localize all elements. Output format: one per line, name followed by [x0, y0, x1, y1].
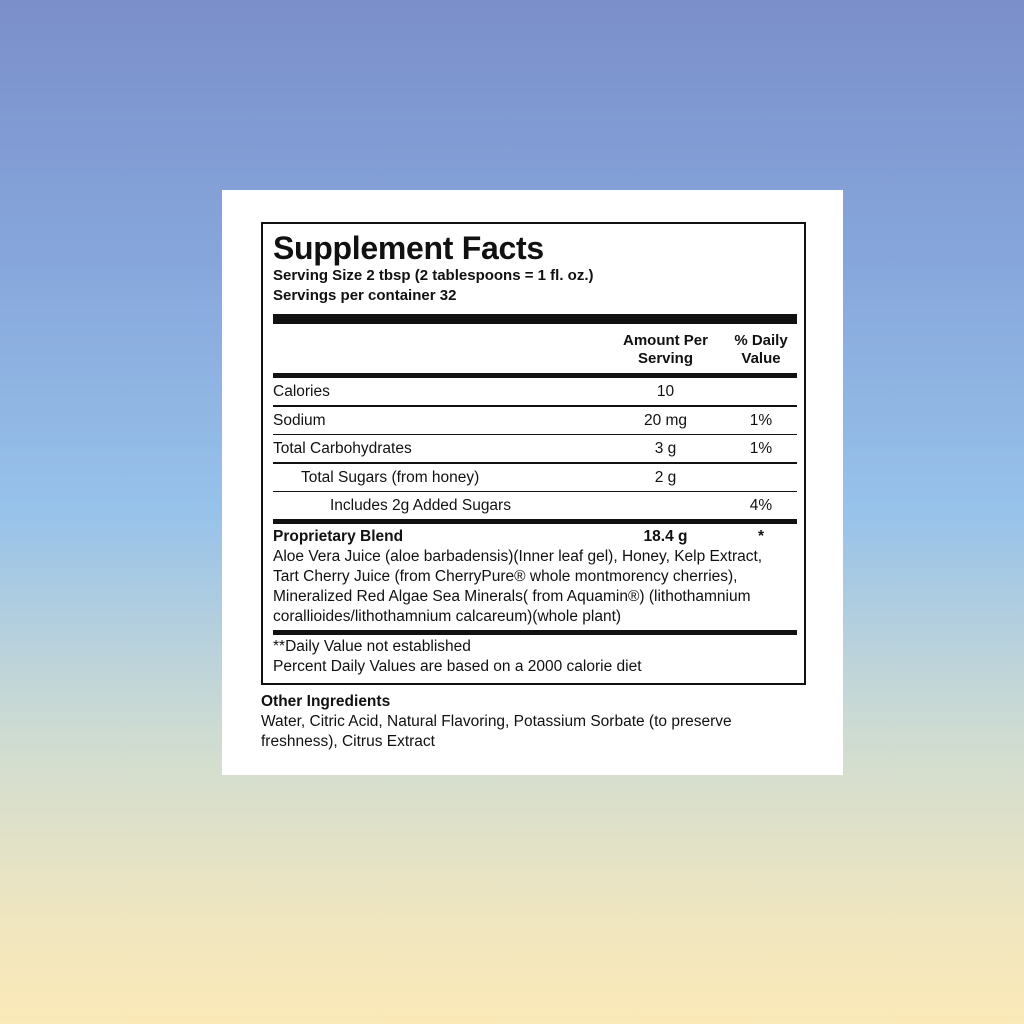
other-ingredients-line: freshness), Citrus Extract — [261, 733, 435, 750]
nutrient-dv: 1% — [749, 440, 773, 457]
thick-divider — [273, 314, 797, 324]
supplement-card — [222, 190, 843, 775]
label-title: Supplement Facts — [273, 230, 544, 266]
footnote: Percent Daily Values are based on a 2000 calorie diet — [273, 658, 642, 675]
nutrient-row-sodium — [273, 407, 797, 434]
other-ingredients-heading: Other Ingredients — [261, 693, 391, 710]
nutrient-row-added-sugars — [273, 492, 797, 519]
nutrient-amount: 2 g — [654, 468, 677, 486]
blend-line: Mineralized Red Algae Sea Minerals( from Aquamin®) (lithothamnium — [273, 588, 751, 605]
nutrient-name: Total Carbohydrates — [273, 440, 412, 457]
nutrient-dv: 1% — [749, 411, 773, 429]
amount-header-line2: Serving — [637, 350, 694, 367]
nutrient-name: Includes 2g Added Sugars — [330, 497, 511, 514]
dv-header-line2: Value — [741, 350, 781, 367]
supplement-facts-panel — [261, 222, 806, 685]
blend-description — [273, 547, 797, 630]
other-ingredients — [261, 692, 806, 752]
nutrient-row-total-carbohydrates — [273, 435, 797, 462]
proprietary-blend — [273, 524, 797, 630]
blend-header — [273, 527, 797, 547]
daily-value-header — [729, 332, 793, 368]
other-ingredients-line: Water, Citric Acid, Natural Flavoring, Potassium Sorbate (to preserve — [261, 713, 732, 730]
nutrient-amount: 3 g — [654, 440, 677, 457]
blend-line: Tart Cherry Juice (from CherryPure® whole montmorency cherries), — [273, 568, 738, 585]
serving-size: Serving Size 2 tbsp (2 tablespoons = 1 fl. oz.) — [273, 267, 594, 284]
blend-line: corallioides/lithothamnium calcareum)(whole plant) — [273, 608, 622, 625]
nutrient-amount: 10 — [656, 383, 675, 400]
nutrient-name: Sodium — [273, 411, 326, 429]
nutrient-dv: 4% — [749, 497, 773, 514]
blend-name: Proprietary Blend — [273, 528, 404, 545]
servings-per-container: Servings per container 32 — [273, 287, 457, 304]
nutrient-amount: 20 mg — [643, 411, 688, 429]
blend-dv: * — [757, 528, 765, 545]
dv-header-line1: % Daily — [734, 332, 788, 349]
nutrient-row-total-sugars — [273, 464, 797, 491]
amount-per-serving-header — [618, 332, 713, 368]
footnotes — [273, 635, 797, 677]
column-headers — [273, 324, 797, 373]
blend-amount: 18.4 g — [643, 528, 688, 545]
nutrient-name: Total Sugars (from honey) — [301, 468, 480, 486]
amount-header-line1: Amount Per — [622, 332, 708, 349]
nutrient-name: Calories — [273, 383, 330, 400]
footnote: **Daily Value not established — [273, 638, 471, 655]
nutrient-row-calories — [273, 378, 797, 405]
blend-line: Aloe Vera Juice (aloe barbadensis)(Inner leaf gel), Honey, Kelp Extract, — [273, 548, 763, 565]
